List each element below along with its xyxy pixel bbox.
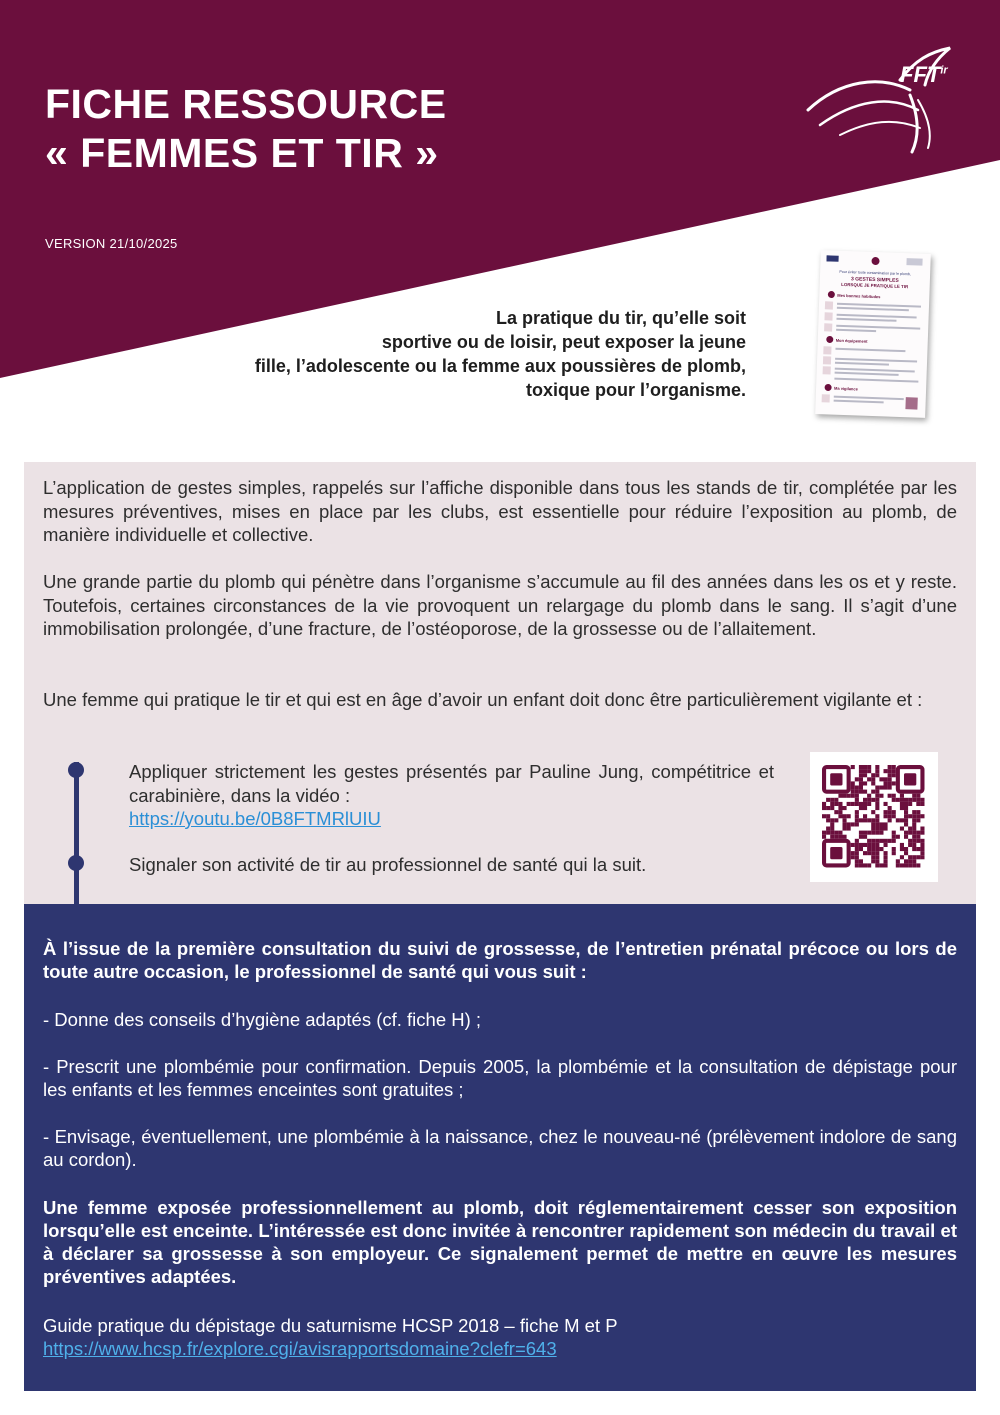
qr-code-icon xyxy=(810,752,938,882)
title-line-1: FICHE RESSOURCE xyxy=(45,81,447,127)
health-item-2: - Prescrit une plombémie pour confirmation. Depuis 2005, la plombémie et la consultation de dépistage pour les enfants et les femmes enceintes sont gratuites ; xyxy=(43,1056,957,1100)
guide-reference: Guide pratique du dépistage du saturnisme HCSP 2018 – fiche M et P https://www.hcsp.fr/explore.cgi/avisrapportsdomaine?clefr=643 xyxy=(43,1314,957,1360)
guide-link[interactable]: https://www.hcsp.fr/explore.cgi/avisrapportsdomaine?clefr=643 xyxy=(43,1338,557,1359)
info-section xyxy=(24,462,976,904)
health-item-1: - Donne des conseils d’hygiène adaptés (cf. fiche H) ; xyxy=(43,1009,482,1030)
fftir-logo-icon xyxy=(800,40,980,155)
paragraph-2: Une grande partie du plomb qui pénètre dans l’organisme s’accumule au fil des années dans les os et y reste. Toutefois, certaines circonstances de la vie provoquent un relargage du plomb dans le sang. Il s’agit d’une immobilisation prolongée, d’une fracture, de l’ostéoporose, de la grossesse ou de l’allaitement. xyxy=(43,571,957,639)
health-heading: À l’issue de la première consultation du suivi de grossesse, de l’entretien prénatal précoce ou lors de toute autre occasion, le professionnel de santé qui vous suit : xyxy=(43,938,957,982)
qr-code[interactable] xyxy=(810,752,938,882)
poster-section-2: Mon équipement xyxy=(835,337,868,344)
health-item-3: - Envisage, éventuellement, une plombémie à la naissance, chez le nouveau-né (prélèvement indolore de sang au cordon). xyxy=(43,1126,957,1170)
poster-heading-1: 3 GESTES SIMPLES xyxy=(850,276,899,284)
poster-subtitle: Pour éviter toute contamination par le plomb, xyxy=(839,269,911,277)
paragraph-3: Une femme qui pratique le tir et qui est en âge d’avoir un enfant doit donc être particulièrement vigilante et : xyxy=(43,689,923,710)
poster-illustration xyxy=(815,250,931,418)
poster-thumbnail xyxy=(815,250,931,418)
poster-section-3: Ma vigilance xyxy=(833,385,858,392)
paragraph-1: L’application de gestes simples, rappelés sur l’affiche disponible dans tous les stands de tir, complétée par les mesures préventives, mises en place par les clubs, est essentielle pour réduire l’exposition au plomb, de manière individuelle et collective. xyxy=(43,477,957,545)
health-section xyxy=(24,904,976,1391)
bullet-dot-1 xyxy=(68,762,84,778)
page-title xyxy=(45,80,447,178)
poster-heading-2: LORSQUE JE PRATIQUE LE TIR xyxy=(841,281,909,290)
video-link[interactable]: https://youtu.be/0B8FTMRlUIU xyxy=(129,808,381,829)
health-warning: Une femme exposée professionnellement au plomb, doit réglementairement cesser son exposition lorsqu’elle est enceinte. L’intéressée est donc invitée à rencontrer rapidement son médecin du travail et à déclarer sa grossesse à son employeur. Ce signalement permet de mettre en œuvre les mesures préventives adaptées. xyxy=(43,1197,957,1287)
bullet-dot-2 xyxy=(68,855,84,871)
intro-text: La pratique du tir, qu’elle soit sportive ou de loisir, peut exposer la jeune fille, l’adolescente ou la femme aux poussières de plomb, toxique pour l’organisme. xyxy=(254,308,746,400)
bullet-1: Appliquer strictement les gestes présentés par Pauline Jung, compétitrice et carabinière, dans la vidéo : https://youtu.be/0B8FTMRlUIU xyxy=(129,761,774,829)
logo-text: $FFT^{ir}$ xyxy=(900,62,948,87)
bullet-2: Signaler son activité de tir au professionnel de santé qui la suit. xyxy=(129,854,647,875)
bullet-timeline xyxy=(74,762,79,904)
title-line-2: « FEMMES ET TIR » xyxy=(45,130,439,176)
version-label: VERSION 21/10/2025 xyxy=(45,236,178,251)
poster-section-1: Mes bonnes habitudes xyxy=(837,292,881,300)
